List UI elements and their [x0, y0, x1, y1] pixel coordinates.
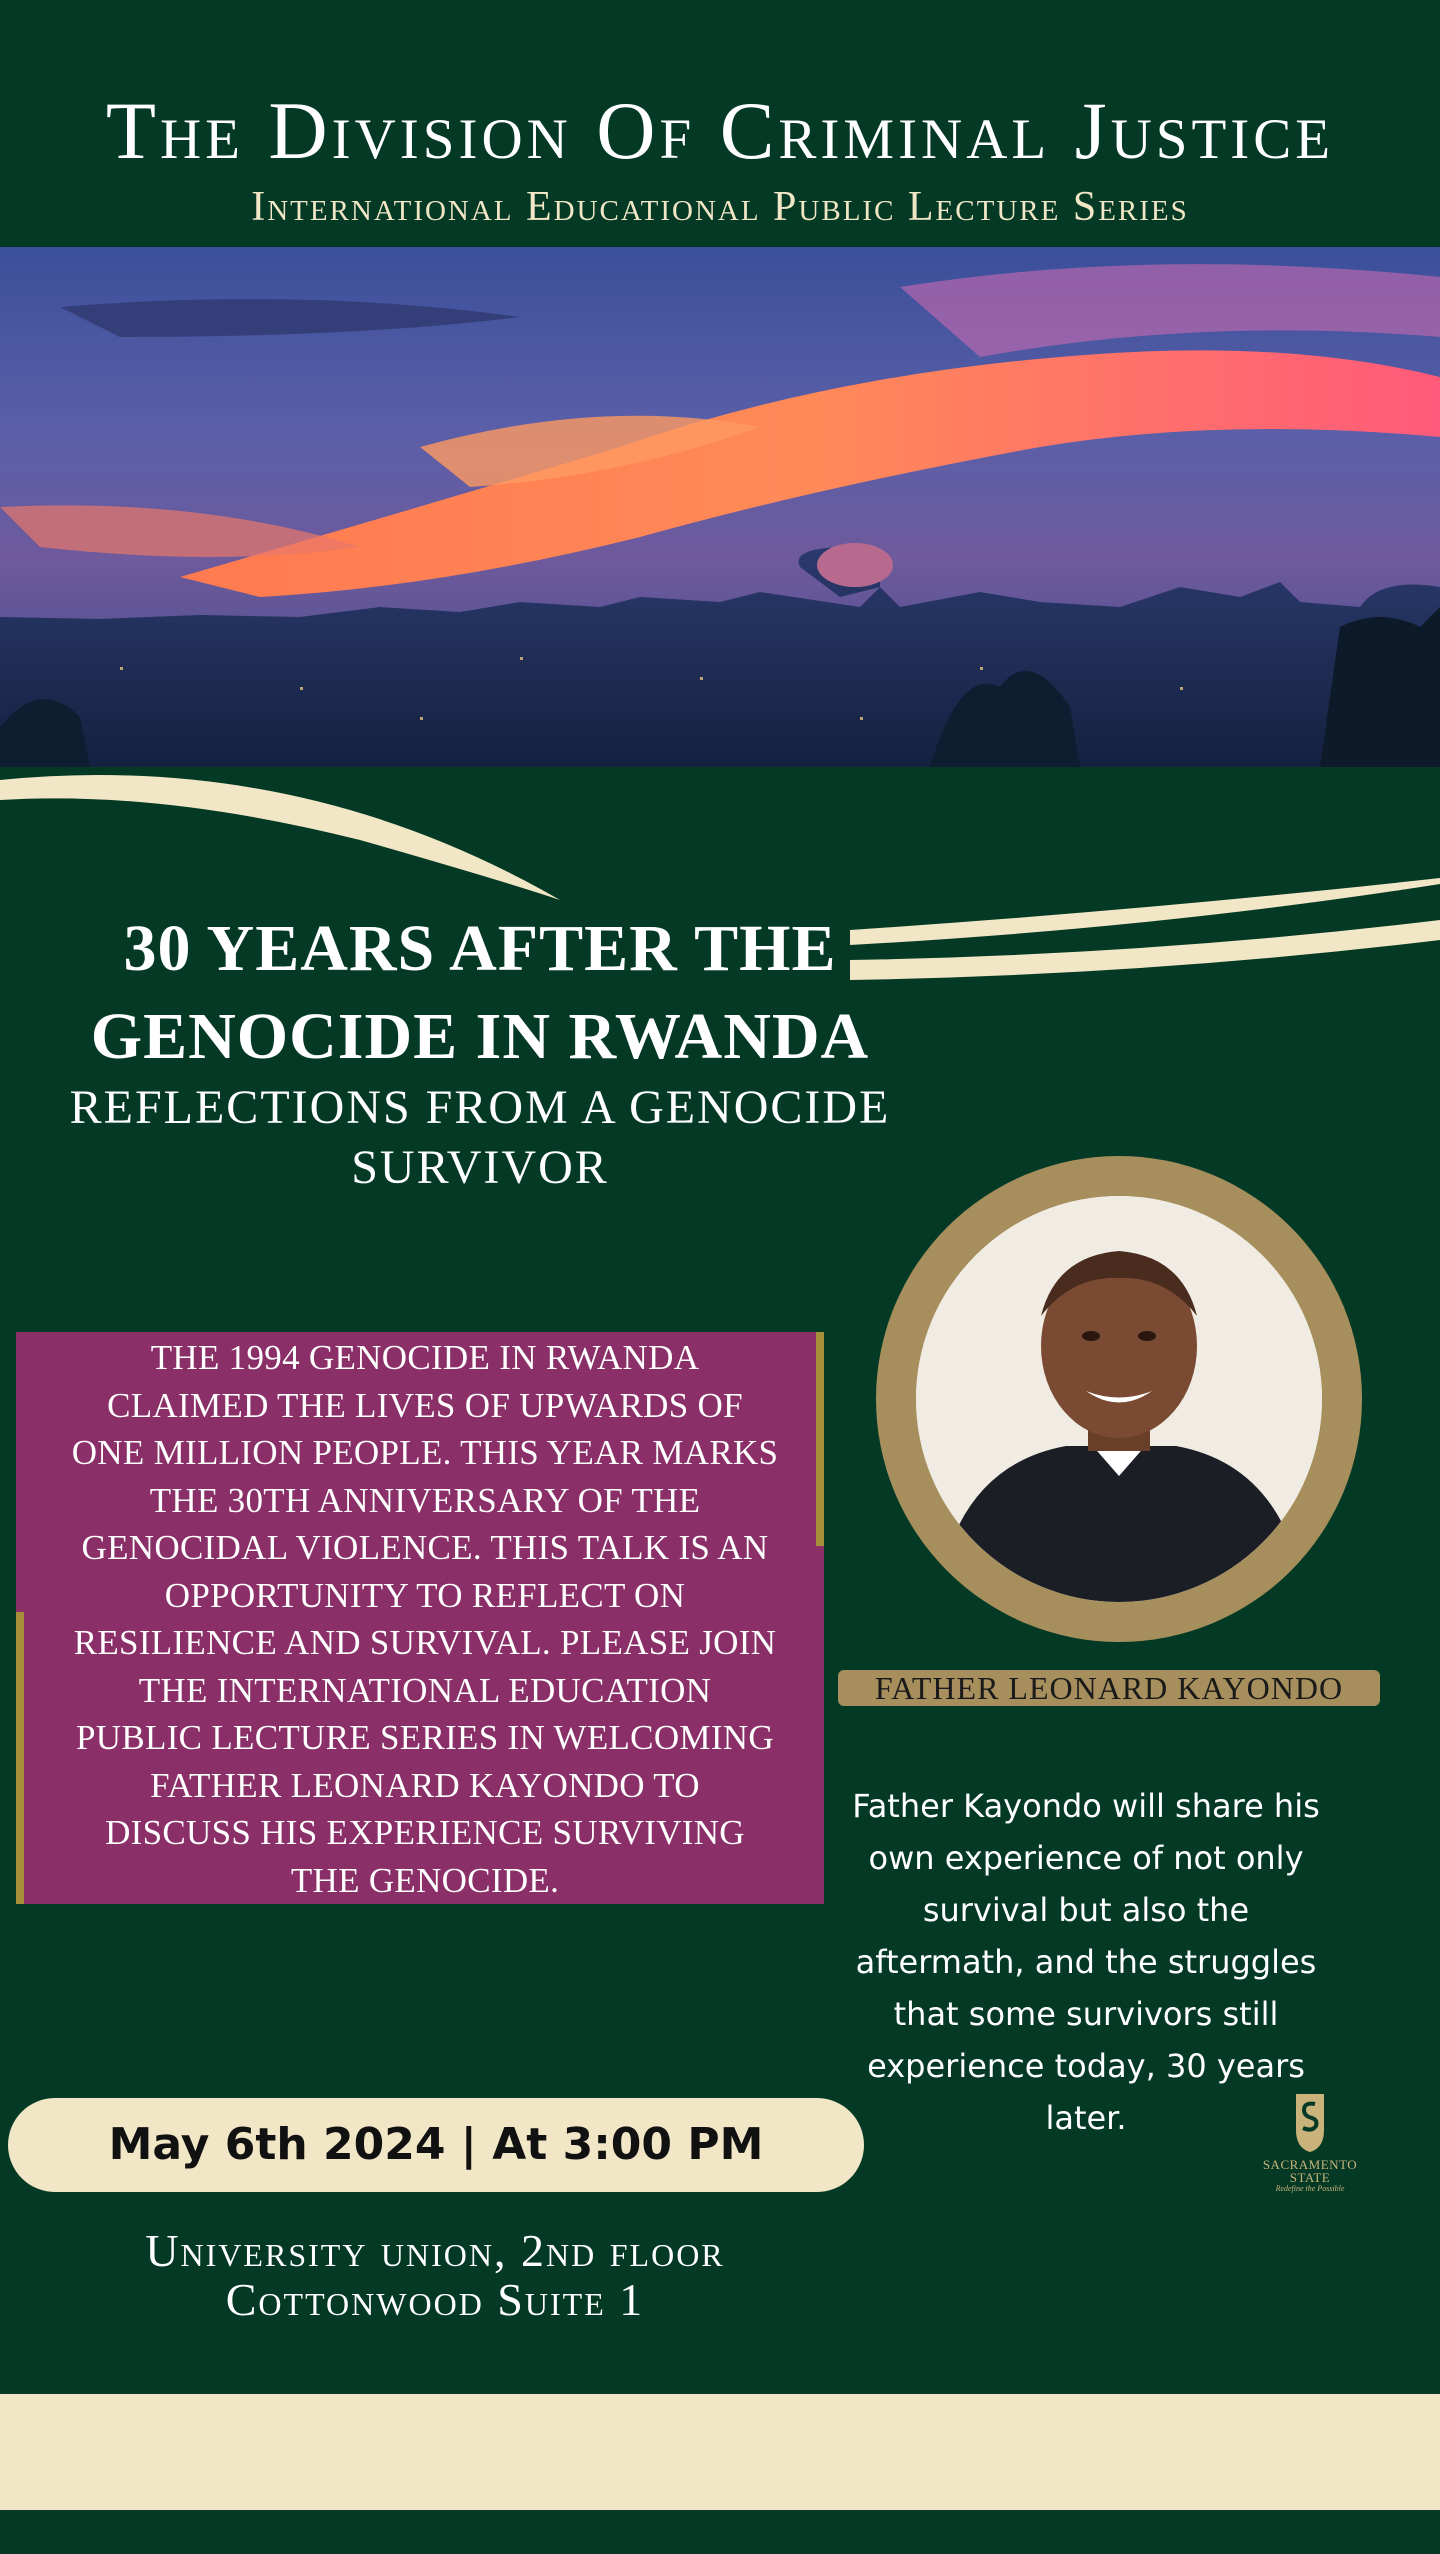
talk-subtitle-line-2: SURVIVOR: [351, 1141, 609, 1194]
logo-tagline: Redefine the Possible: [1275, 2184, 1345, 2193]
speaker-note-line: aftermath, and the struggles: [855, 1943, 1317, 1981]
talk-title: [30, 905, 930, 1081]
description-line: CLAIMED THE LIVES OF UPWARDS OF: [107, 1385, 743, 1425]
description-line: THE INTERNATIONAL EDUCATION: [138, 1670, 712, 1710]
speaker-note-line: experience today, 30 years: [867, 2047, 1305, 2085]
logo-word-1: SACRAMENTO: [1262, 2157, 1358, 2172]
speaker-name-tag: FATHER LEONARD KAYONDO: [838, 1670, 1380, 1706]
event-location-line-1: University union, 2nd floor: [145, 2225, 725, 2276]
header-title: The Division Of Criminal Justice: [105, 85, 1335, 176]
sacramento-state-logo: [1262, 2090, 1358, 2200]
description-line: ONE MILLION PEOPLE. THIS YEAR MARKS: [71, 1433, 779, 1472]
description-line: PUBLIC LECTURE SERIES IN WELCOMING: [76, 1718, 774, 1757]
description-line: THE 30TH ANNIVERSARY OF THE: [149, 1480, 701, 1520]
speaker-note-line: that some survivors still: [893, 1995, 1279, 2033]
description-line: THE GENOCIDE.: [290, 1860, 560, 1900]
footer-band: [0, 2394, 1440, 2510]
logo-word-2: STATE: [1289, 2170, 1331, 2185]
description-line: DISCUSS HIS EXPERIENCE SURVIVING: [105, 1813, 745, 1852]
description-line: THE 1994 GENOCIDE IN RWANDA: [150, 1338, 700, 1377]
header-subtitle: International Educational Public Lecture Series: [251, 184, 1189, 230]
speaker-portrait: [916, 1196, 1322, 1602]
description-line: FATHER LEONARD KAYONDO TO: [150, 1765, 700, 1805]
speaker-note-line: own experience of not only: [868, 1839, 1304, 1877]
speaker-note-line: survival but also the: [922, 1891, 1250, 1929]
description-line: OPPORTUNITY TO REFLECT ON: [164, 1575, 686, 1615]
talk-subtitle: [40, 1078, 920, 1198]
talk-title-line-2: GENOCIDE IN RWANDA: [90, 1000, 870, 1073]
sunset-skyline-image: [0, 247, 1440, 767]
description-text: [30, 1334, 820, 1904]
talk-subtitle-line-1: REFLECTIONS FROM A GENOCIDE: [69, 1081, 891, 1134]
event-date-time: May 6th 2024 | At 3:00 PM: [8, 2098, 864, 2192]
event-location-line-2: Cottonwood Suite 1: [225, 2274, 645, 2325]
speaker-note-line: later.: [1045, 2099, 1127, 2137]
speaker-note: [836, 1780, 1336, 2144]
talk-title-line-1: 30 YEARS AFTER THE: [123, 912, 837, 985]
speaker-note-line: Father Kayondo will share his: [852, 1787, 1320, 1825]
description-accent-bar-left: [16, 1612, 24, 1904]
sac-state-emblem-icon: [1290, 2090, 1330, 2154]
description-line: GENOCIDAL VIOLENCE. THIS TALK IS AN: [81, 1528, 769, 1567]
description-line: RESILIENCE AND SURVIVAL. PLEASE JOIN: [73, 1623, 777, 1662]
